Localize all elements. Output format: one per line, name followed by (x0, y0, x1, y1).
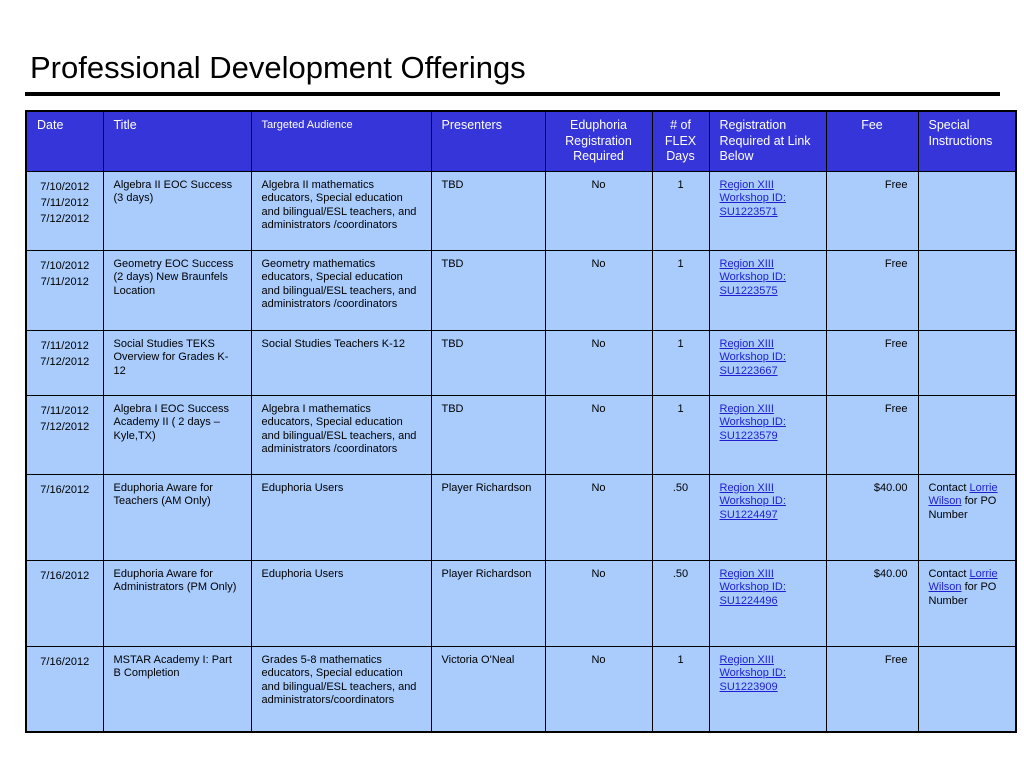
cell-eduphoria: No (545, 250, 652, 330)
cell-flex: 1 (652, 330, 709, 395)
cell-registration (709, 250, 826, 330)
date-value: 7/16/2012 (40, 483, 90, 496)
cell-fee: Free (826, 646, 918, 732)
date-value: 7/10/2012 (40, 259, 90, 272)
header-audience: Targeted Audience (251, 111, 431, 171)
registration-link-line: SU1223579 (719, 429, 778, 442)
registration-link-line: Region XIII (719, 653, 774, 666)
cell-presenters: TBD (431, 250, 545, 330)
page-title: Professional Development Offerings (30, 50, 526, 85)
registration-link-line: Workshop ID: (719, 351, 786, 363)
date-value: 7/11/2012 (40, 339, 89, 352)
registration-link-line: Workshop ID: (719, 667, 786, 679)
cell-date (26, 395, 103, 474)
cell-eduphoria: No (545, 395, 652, 474)
header-fee: Fee (826, 111, 918, 171)
cell-title: Eduphoria Aware for Administrators (PM Only) (103, 560, 251, 646)
cell-registration (709, 395, 826, 474)
cell-audience: Eduphoria Users (251, 560, 431, 646)
cell-presenters: Player Richardson (431, 560, 545, 646)
registration-link-line: Workshop ID: (719, 271, 786, 283)
cell-eduphoria: No (545, 474, 652, 560)
registration-link-line: SU1223575 (719, 284, 778, 297)
cell-fee: $40.00 (826, 474, 918, 560)
cell-audience: Grades 5-8 mathematics educators, Special education and bilingual/ESL teachers, and administrators/coordinators (251, 646, 431, 732)
cell-fee: Free (826, 250, 918, 330)
registration-link[interactable] (720, 338, 786, 377)
offerings-table (25, 110, 1017, 733)
cell-registration (709, 646, 826, 732)
cell-date (26, 646, 103, 732)
cell-presenters: TBD (431, 330, 545, 395)
cell-eduphoria: No (545, 330, 652, 395)
cell-flex: .50 (652, 474, 709, 560)
cell-title: Algebra II EOC Success (3 days) (103, 171, 251, 250)
cell-eduphoria: No (545, 646, 652, 732)
table-row (26, 171, 1016, 250)
header-date: Date (26, 111, 103, 171)
registration-link-line: Region XIII (719, 481, 774, 494)
contact-link[interactable]: Lorrie Wilson (928, 481, 998, 507)
contact-link[interactable]: Lorrie Wilson (928, 567, 998, 593)
registration-link-line: SU1224496 (719, 594, 778, 607)
registration-link-line: SU1224497 (719, 508, 778, 521)
cell-special-instructions (918, 171, 1016, 250)
cell-audience: Social Studies Teachers K-12 (251, 330, 431, 395)
cell-date (26, 171, 103, 250)
cell-presenters: TBD (431, 171, 545, 250)
registration-link-line: Region XIII (719, 402, 774, 415)
cell-presenters: TBD (431, 395, 545, 474)
cell-flex: 1 (652, 395, 709, 474)
registration-link[interactable] (720, 654, 786, 693)
cell-flex: 1 (652, 250, 709, 330)
cell-date (26, 560, 103, 646)
date-value: 7/16/2012 (40, 569, 90, 582)
registration-link[interactable] (720, 403, 786, 442)
cell-audience: Algebra I mathematics educators, Special education and bilingual/ESL teachers, and administrators /coordinators (251, 395, 431, 474)
cell-eduphoria: No (545, 171, 652, 250)
cell-special-instructions (918, 395, 1016, 474)
header-title: Title (103, 111, 251, 171)
registration-link-line: Workshop ID: (719, 581, 786, 593)
cell-special-instructions (918, 560, 1016, 646)
registration-link-line: Workshop ID: (719, 416, 786, 428)
date-value: 7/11/2012 (40, 196, 89, 209)
cell-flex: 1 (652, 646, 709, 732)
header-presenters: Presenters (431, 111, 545, 171)
table-row (26, 330, 1016, 395)
date-value: 7/16/2012 (40, 655, 90, 668)
table-row (26, 395, 1016, 474)
cell-title: Eduphoria Aware for Teachers (AM Only) (103, 474, 251, 560)
table-row (26, 250, 1016, 330)
registration-link-line: Region XIII (719, 337, 774, 350)
registration-link-line: SU1223909 (719, 680, 778, 693)
date-value: 7/12/2012 (40, 420, 90, 433)
cell-fee: $40.00 (826, 560, 918, 646)
header-registration: Registration Required at Link Below (709, 111, 826, 171)
cell-title: MSTAR Academy I: Part B Completion (103, 646, 251, 732)
registration-link[interactable] (720, 179, 786, 218)
date-value: 7/11/2012 (40, 275, 89, 288)
registration-link-line: SU1223571 (719, 205, 778, 218)
date-value: 7/12/2012 (40, 212, 90, 225)
cell-flex: 1 (652, 171, 709, 250)
header-flex: # of FLEX Days (652, 111, 709, 171)
registration-link-line: Region XIII (719, 178, 774, 191)
cell-date (26, 474, 103, 560)
header-special: Special Instructions (918, 111, 1016, 171)
table-row (26, 474, 1016, 560)
cell-eduphoria: No (545, 560, 652, 646)
cell-fee: Free (826, 171, 918, 250)
registration-link-line: Region XIII (719, 257, 774, 270)
cell-title: Algebra I EOC Success Academy II ( 2 days – Kyle,TX) (103, 395, 251, 474)
cell-fee: Free (826, 395, 918, 474)
cell-registration (709, 474, 826, 560)
cell-registration (709, 330, 826, 395)
cell-special-instructions (918, 250, 1016, 330)
registration-link[interactable] (720, 482, 786, 521)
cell-title: Social Studies TEKS Overview for Grades K-12 (103, 330, 251, 395)
header-row (26, 111, 1016, 171)
cell-date (26, 330, 103, 395)
registration-link-line: Region XIII (719, 567, 774, 580)
cell-audience: Geometry mathematics educators, Special education and bilingual/ESL teachers, and administrators /coordinators (251, 250, 431, 330)
cell-audience: Algebra II mathematics educators, Special education and bilingual/ESL teachers, and administrators /coordinators (251, 171, 431, 250)
registration-link[interactable] (720, 568, 786, 607)
registration-link-line: Workshop ID: (719, 192, 786, 204)
cell-presenters: Victoria O'Neal (431, 646, 545, 732)
special-text-post: for PO Number (928, 581, 997, 607)
registration-link-line: Workshop ID: (719, 495, 786, 507)
table-body (26, 171, 1016, 732)
cell-special-instructions (918, 646, 1016, 732)
cell-flex: .50 (652, 560, 709, 646)
cell-registration (709, 171, 826, 250)
table-row (26, 560, 1016, 646)
date-value: 7/12/2012 (40, 355, 90, 368)
title-divider (25, 92, 1000, 96)
date-value: 7/11/2012 (40, 404, 89, 417)
registration-link-line: SU1223667 (719, 364, 778, 377)
header-eduphoria: Eduphoria Registration Required (545, 111, 652, 171)
special-text-pre: Contact (928, 481, 970, 494)
cell-registration (709, 560, 826, 646)
registration-link[interactable] (720, 258, 786, 297)
cell-date (26, 250, 103, 330)
cell-audience: Eduphoria Users (251, 474, 431, 560)
cell-fee: Free (826, 330, 918, 395)
cell-title: Geometry EOC Success (2 days) New Braunfels Location (103, 250, 251, 330)
cell-special-instructions (918, 330, 1016, 395)
cell-presenters: Player Richardson (431, 474, 545, 560)
special-text-post: for PO Number (928, 495, 997, 521)
date-value: 7/10/2012 (40, 180, 90, 193)
special-text-pre: Contact (928, 567, 970, 580)
cell-special-instructions (918, 474, 1016, 560)
table-row (26, 646, 1016, 732)
